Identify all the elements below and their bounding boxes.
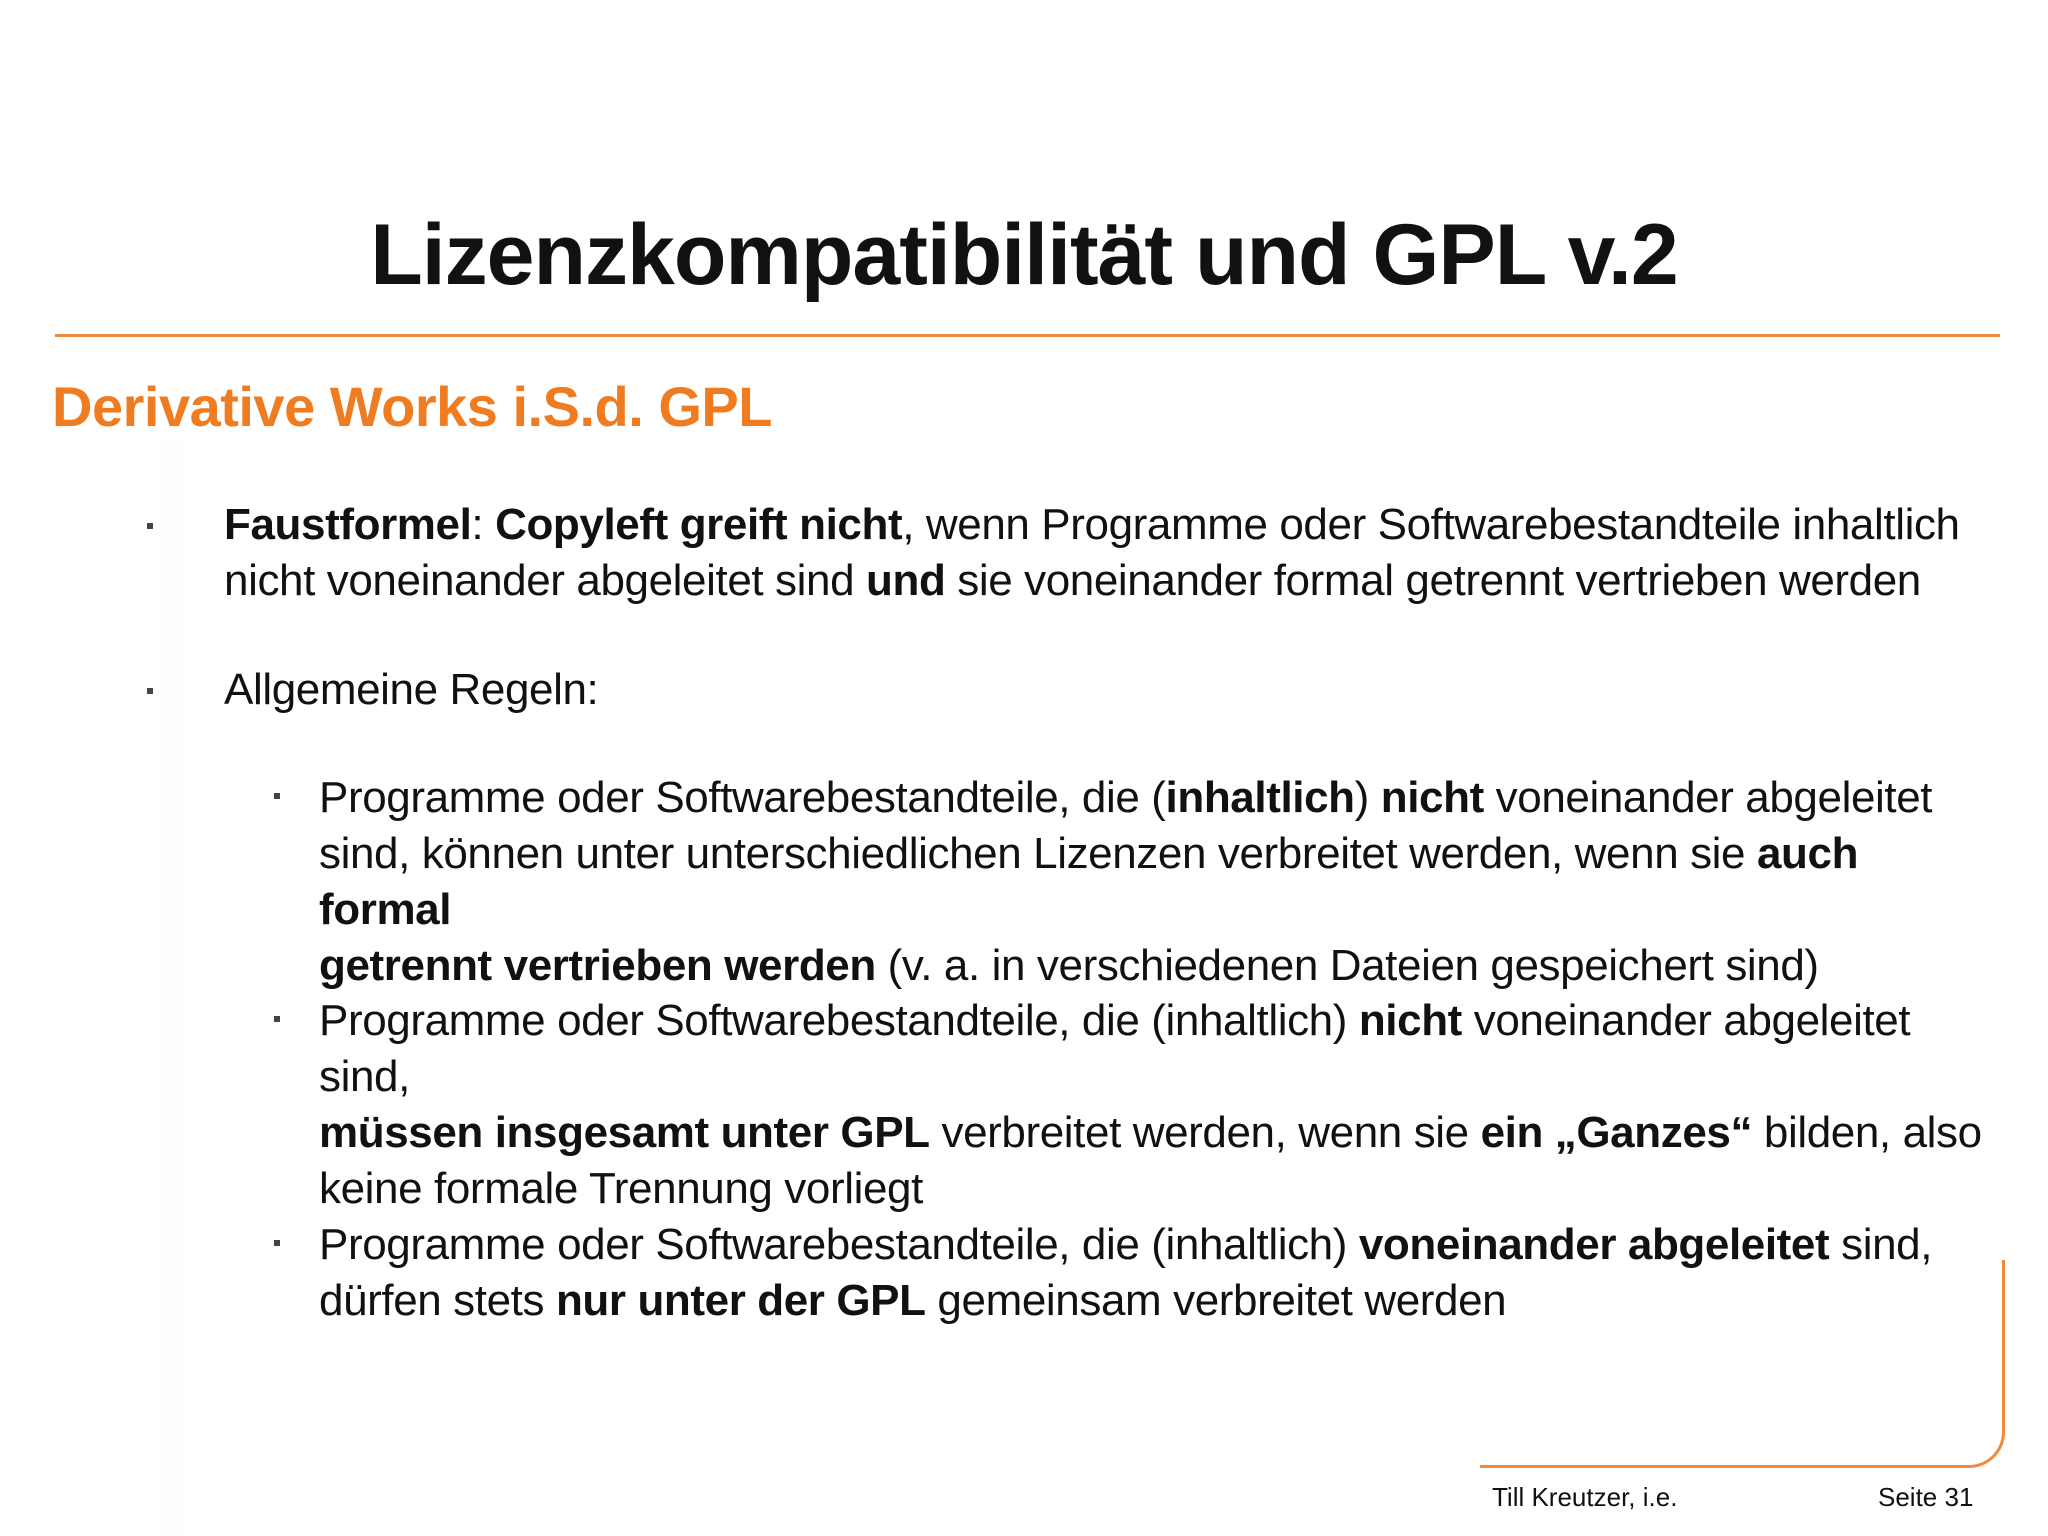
text-run: Programme oder Softwarebestandteile, die (inhaltlich) [319,996,1359,1045]
bold-text: inhaltlich [1165,773,1355,822]
bold-text: ein „Ganzes“ [1480,1108,1753,1157]
slide-title: Lizenzkompatibilität und GPL v.2 [370,207,1678,303]
text-run: sind, [1829,1220,1933,1269]
sub-bullet-separate-licenses [319,770,1999,994]
footer-frame [1480,1260,2005,1468]
section-subtitle: Derivative Works i.S.d. GPL [52,375,772,438]
bullet-marker [147,688,153,694]
text-run: (v. a. in verschiedenen Dateien gespeichert sind) [875,941,1819,990]
text-run: ) [1354,773,1381,822]
text-run: sie voneinander formal getrennt vertrieben werden [945,556,1921,605]
bullet-line [224,553,1964,609]
text-run: dürfen stets [319,1276,556,1325]
sub-bullet-marker [274,793,280,799]
bullet-line [319,938,1999,994]
bold-text: Faustformel [224,500,472,549]
bold-text: und [865,556,946,605]
text-run: voneinander abgeleitet sind, [319,996,1911,1101]
text-run: voneinander abgeleitet [1483,773,1933,822]
bullet-line [224,497,1964,553]
text-run: verbreitet werden, wenn sie [929,1108,1481,1157]
bold-text: nicht [1358,996,1462,1045]
bullet-faustformel [224,497,1964,609]
bold-text: nicht [1380,773,1484,822]
bold-text: auch formal [319,829,1859,934]
footer-author: Till Kreutzer, i.e. [1492,1482,1678,1512]
bullet-line [319,1105,1999,1161]
page-number: Seite 31 [1878,1482,1974,1512]
bullet-line [319,1161,1999,1217]
text-run: bilden, also [1752,1108,1982,1157]
bullet-marker [147,523,153,529]
text-run: Programme oder Softwarebestandteile, die (inhaltlich) [319,1220,1359,1269]
bullet-line [319,770,1999,826]
text-run: gemeinsam verbreitet werden [925,1276,1507,1325]
text-run: , wenn Programme oder Softwarebestandteile inhaltlich [902,500,1960,549]
text-run: nicht voneinander abgeleitet sind [224,556,866,605]
bold-text: getrennt vertrieben werden [319,941,876,990]
text-run: sind, können unter unterschiedlichen Lizenzen verbreitet werden, wenn sie [319,829,1757,878]
bold-text: voneinander abgeleitet [1358,1220,1830,1269]
bullet-allgemeine-regeln [224,662,1964,718]
sub-bullet-marker [274,1240,280,1246]
sub-bullet-marker [274,1016,280,1022]
bold-text: nur unter der GPL [555,1276,926,1325]
text-run: Programme oder Softwarebestandteile, die ( [319,773,1166,822]
bullet-line [319,993,1999,1105]
bullet-line [319,826,1999,938]
bullet-line: Allgemeine Regeln: [224,665,599,714]
bold-text: Copyleft greift nicht [495,500,903,549]
text-run: : [471,500,496,549]
sub-bullet-whole-under-gpl [319,993,1999,1217]
bold-text: müssen insgesamt unter GPL [319,1108,930,1157]
text-run: keine formale Trennung vorliegt [319,1164,923,1213]
